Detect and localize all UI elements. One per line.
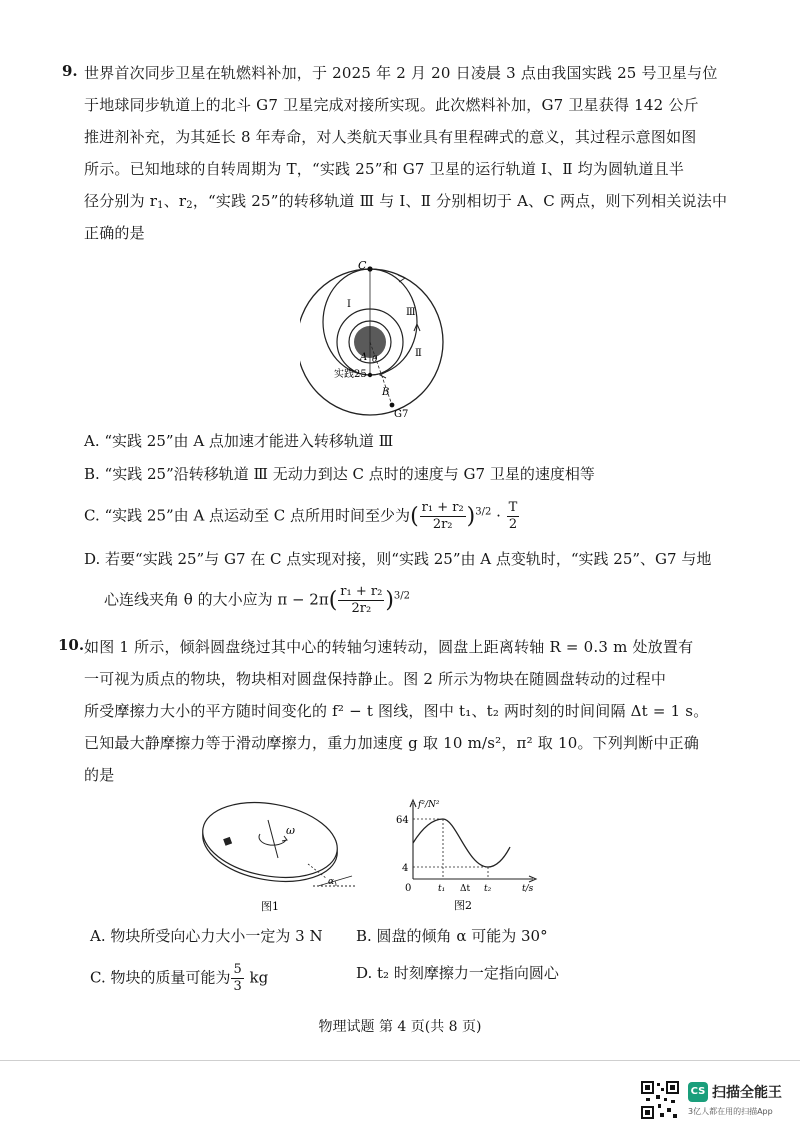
- label-C: C: [358, 259, 367, 272]
- q10-line-4: 已知最大静摩擦力等于滑动摩擦力，重力加速度 g 取 10 m/s²，π² 取 10。下列判断中正确: [84, 734, 700, 752]
- frac-den: 2r₂: [351, 601, 372, 616]
- x-axis-label: t/s: [522, 884, 534, 894]
- q9-sub-2: 2: [186, 200, 193, 211]
- q9-line-5-c: ，“实践 25”的转移轨道 Ⅲ 与 Ⅰ、Ⅱ 分别相切于 A、C 两点，则下列相关说法中: [192, 192, 728, 210]
- figure-2-caption: 图2: [454, 899, 472, 912]
- tick-t1: t₁: [438, 884, 446, 894]
- q9-line-1: 世界首次同步卫星在轨燃料补加，于 2025 年 2 月 20 日凌晨 3 点由我国实践 25 号卫星与位: [84, 64, 718, 82]
- f2-curve: [413, 819, 510, 867]
- paren-open: (: [328, 588, 338, 613]
- q9-option-d-exponent: 3/2: [393, 590, 410, 602]
- q10-option-c: [90, 962, 268, 995]
- label-omega: ω: [286, 824, 295, 837]
- tick-dt: Δt: [460, 884, 471, 894]
- period-num: T: [508, 500, 518, 515]
- q10-option-b: B. 圆盘的倾角 α 可能为 30°: [356, 927, 548, 945]
- q10-line-5: 的是: [84, 766, 115, 784]
- q9-option-c: C. “实践 25”由 A 点运动至 C 点所用时间至少为( $\frac{\text{r₁ + r₂}}{\text{2r₂}}$ )$^{3/2}$ · $\frac{T}{2}$: [84, 500, 518, 532]
- q10-number: 10.: [58, 636, 85, 654]
- point-A: [368, 373, 372, 377]
- q10-option-c-fraction: [231, 962, 243, 995]
- q9-sub-1: 1: [157, 200, 164, 211]
- label-theta: θ: [372, 355, 378, 365]
- q9-line-5-b: 、r: [163, 192, 187, 210]
- frac-den: 3: [233, 979, 242, 994]
- q10-option-a: A. 物块所受向心力大小一定为 3 N: [90, 927, 323, 945]
- scanner-watermark: [640, 1080, 792, 1122]
- point-B: [390, 403, 395, 408]
- q10-option-d: D. t₂ 时刻摩擦力一定指向圆心: [356, 964, 559, 982]
- q9-line-2: 于地球同步轨道上的北斗 G7 卫星完成对接所实现。此次燃料补加，G7 卫星获得 142 公斤: [84, 96, 699, 114]
- q9-line-4: 所示。已知地球的自转周期为 T，“实践 25”和 G7 卫星的运行轨道 Ⅰ、Ⅱ 均为圆轨道且半: [84, 160, 685, 178]
- q10-option-c-text: C. 物块的质量可能为: [90, 968, 231, 987]
- tick-4: 4: [402, 863, 409, 874]
- q9-option-b: B. “实践 25”沿转移轨道 Ⅲ 无动力到达 C 点时的速度与 G7 卫星的速度相等: [84, 465, 595, 483]
- q9-number: 9.: [62, 62, 78, 80]
- q10-line-3: 所受摩擦力大小的平方随时间变化的 f² − t 图线，图中 t₁、t₂ 两时刻的时间间隔 Δt = 1 s。: [84, 702, 709, 720]
- q9-option-d-line-1: D. 若要“实践 25”与 G7 在 C 点实现对接，则“实践 25”由 A 点变轨时，“实践 25”、G7 与地: [84, 550, 712, 568]
- paren-close: ): [385, 588, 394, 613]
- q9-line-5-a: 径分别为 r: [84, 192, 158, 210]
- qr-code-icon: [640, 1080, 680, 1120]
- frac-num: r₁ + r₂: [421, 500, 464, 515]
- period-den: 2: [508, 517, 518, 532]
- q9-line-3: 推进剂补充，为其延长 8 年寿命，对人类航天事业具有里程碑式的意义，其过程示意图如图: [84, 128, 697, 146]
- q9-option-d-line-2: [104, 584, 410, 617]
- q9-option-c-exponent: 3/2: [475, 506, 492, 518]
- tick-t2: t₂: [484, 884, 492, 894]
- frac-num: 5: [233, 962, 242, 977]
- frac-den: 2r₂: [432, 517, 453, 532]
- point-C: [367, 266, 372, 271]
- figure-1-caption: 图1: [261, 900, 279, 913]
- paren-open: (: [410, 504, 419, 529]
- brand-title: 扫描全能王: [712, 1085, 782, 1101]
- q10-option-c-unit: kg: [249, 968, 269, 987]
- q9-option-c-period: [507, 500, 520, 533]
- camscanner-badge-icon: CS: [688, 1082, 708, 1102]
- tilt-angle-arc: [335, 881, 336, 886]
- q9-option-c-text: C. “实践 25”由 A 点运动至 C 点所用时间至少为: [84, 506, 411, 525]
- label-A: A: [360, 352, 368, 363]
- page-footer: 物理试题 第 4 页(共 8 页): [318, 1019, 482, 1035]
- footer-divider: [0, 1060, 800, 1061]
- tick-0: 0: [405, 883, 412, 894]
- q10-line-1: 如图 1 所示，倾斜圆盘绕过其中心的转轴匀速转动，圆盘上距离转轴 R = 0.3 m 处放置有: [84, 638, 694, 656]
- q9-option-d-fraction: [338, 584, 384, 617]
- label-II: Ⅱ: [415, 348, 422, 359]
- label-B: B: [382, 387, 390, 398]
- figure-2-f2-t-graph: [388, 795, 548, 915]
- q9-option-c-fraction: [420, 500, 466, 533]
- brand-subtitle: 3亿人都在用的扫描App: [688, 1107, 773, 1116]
- q9-option-a: A. “实践 25”由 A 点加速才能进入转移轨道 Ⅲ: [84, 432, 394, 450]
- paren-close: ): [466, 504, 476, 529]
- q9-option-d-text: 心连线夹角 θ 的大小应为 π − 2π: [104, 590, 329, 609]
- tick-64: 64: [396, 815, 409, 826]
- orbit-diagram: [300, 255, 470, 420]
- label-III: Ⅲ: [406, 307, 416, 318]
- q10-line-2: 一可视为质点的物块，物块相对圆盘保持静止。图 2 所示为物块在随圆盘转动的过程中: [84, 670, 667, 688]
- figure-1-tilted-disc: [198, 800, 358, 915]
- q9-line-6: 正确的是: [84, 224, 145, 242]
- y-axis-label: f²/N²: [418, 800, 440, 810]
- q9-line-5: [84, 190, 727, 211]
- label-I: Ⅰ: [347, 299, 351, 310]
- frac-num: r₁ + r₂: [340, 584, 383, 599]
- label-alpha: α: [328, 877, 335, 887]
- label-G7: G7: [394, 409, 409, 420]
- label-sat: 实践25: [334, 369, 367, 380]
